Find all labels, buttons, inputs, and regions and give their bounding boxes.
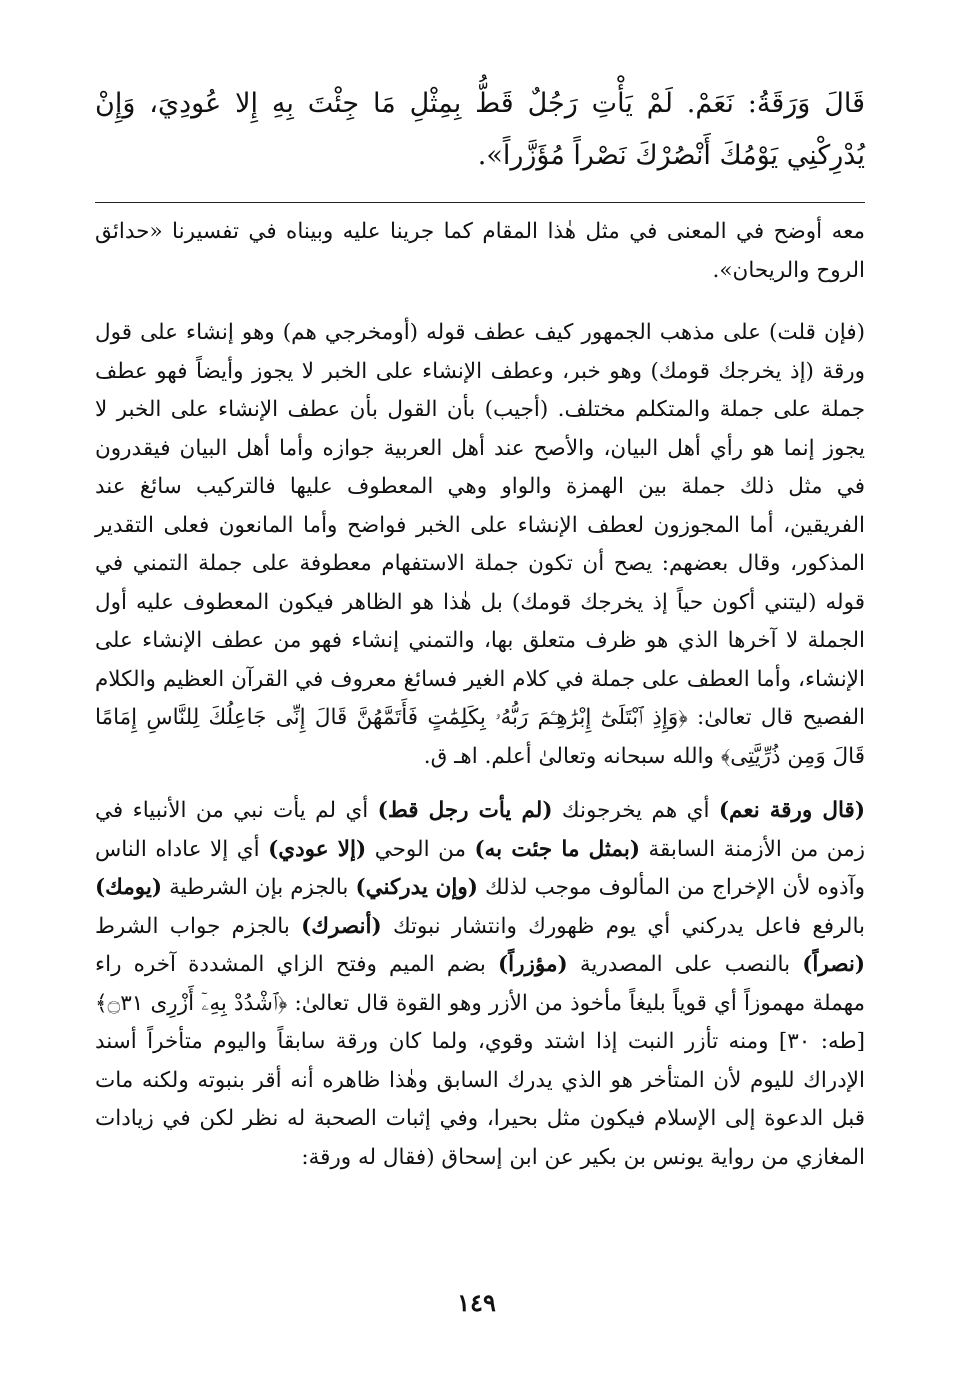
commentary-paragraph-1: معه أوضح في المعنى في مثل هٰذا المقام كما جرينا عليه وبيناه في تفسيرنا «حدائق الروح والريحان». [95,219,865,283]
page-number: ١٤٩ [457,1288,496,1317]
commentary-text: بالنصب على المصدرية [567,952,803,977]
commentary-paragraph-2: (فإن قلت) على مذهب الجمهور كيف عطف قوله (أومخرجي هم) وهو إنشاء على قول ورقة (إذ يخرجك قومك) وهو خبر، وعطف الإنشاء على الخبر لا يجوز وأيضاً فهو عطف جملة على جملة والمتكلم مختلف. (أجيب) بأن القول بأن عطف الإنشاء على الخبر لا يجوز إنما هو رأي أهل البيان، والأصح عند أهل العربية جوازه وأما أهل البيان فيقدرون في مثل ذلك جملة بين الهمزة والواو وهي المعطوف عليها فالتركيب سائغ عند الفريقين، أما المجوزون لعطف الإنشاء على الخبر فواضح وأما المانعون فعلى التقدير المذكور، وقال بعضهم: يصح أن تكون جملة الاستفهام معطوفة على جملة التمني في قوله (ليتني أكون حياً إذ يخرجك قومك) بل هٰذا هو الظاهر فيكون المعطوف عليه أول الجملة لا آخرها الذي هو ظرف متعلق بها، والتمني إنشاء فهو من عطف الإنشاء على الإنشاء، وأما العطف على جملة في كلام الغير فسائغ معروف في القرآن العظيم والكلام الفصيح قال تعالىٰ: ﴿وَإِذِ ٱبْتَلَىٰٓ إِبْرَٰهِـۧمَ رَبُّهُۥ بِكَلِمَٰتٍ فَأَتَمَّهُنَّ قَالَ إِنِّى جَاعِلُكَ لِلنَّاسِ إِمَامًا قَالَ وَمِن ذُرِّيَّتِى﴾ والله سبحانه وتعالىٰ أعلم. اهـ ق. [95,320,865,769]
commentary-text: بالجزم بإن الشرطية [162,875,356,900]
commentary-text: أي لم يأت نبي من الأنبياء في زمن من الأزمنة السابقة [95,798,866,862]
commentary-text: بالجزم جواب الشرط [95,913,302,939]
commentary-text: أي إلا عاداه الناس وآذوه لأن الإخراج من المألوف موجب لذلك [95,836,865,900]
commentary-text: من الوحي [366,836,475,862]
footnote-separator-rule [95,202,865,203]
commentary-paragraph-3 [95,792,865,1177]
quoted-phrase-bold: (أنصرك) [301,913,382,939]
quoted-phrase-bold: (نصراً) [802,952,866,977]
paragraph-spacer [95,776,865,792]
quoted-phrase-bold: (مؤزراً) [497,952,568,977]
commentary-text: أي هم يخرجونك [552,798,719,823]
quoted-phrase-bold: (يومك) [95,875,163,900]
book-page [95,70,865,1360]
quoted-phrase-bold: (لم يأت رجل قط) [377,798,553,823]
quoted-phrase-bold: (قال ورقة نعم) [718,798,866,823]
commentary-text: بضم الميم وفتح الزاي المشددة آخره راء مهملة مهموزاً أي قوياً بليغاً مأخوذ من الأزر وهو القوة قال تعالىٰ: ﴿ٱشْدُدْ بِهِۦٓ أَزْرِى ۝٣١﴾ [طه: ٣٠] ومنه تأزر النبت إذا اشتد وقوي، ولما كان ورقة سابقاً واليوم متأخراً أسند الإدراك لليوم لأن المتأخر هو الذي يدرك السابق وهٰذا ظاهره أنه أقر بنبوته ولكنه مات قبل الدعوة إلى الإسلام فيكون مثل بحيرا، وفي إثبات الصحبة له نظر لكن في زيادات المغازي من رواية يونس بن بكير عن ابن إسحاق (فقال له ورقة: [95,952,865,1170]
quoted-phrase-bold: (وإن يدركني) [355,875,478,900]
quoted-phrase-bold: (بمثل ما جئت به) [474,836,640,862]
commentary-text: بالرفع فاعل يدركني أي يوم ظهورك وانتشار نبوتك [381,913,866,939]
paragraph-spacer [95,290,865,314]
quoted-phrase-bold: (إلا عودي) [268,836,367,862]
hadith-text: قَالَ وَرَقَةُ: نَعَمْ. لَمْ يَأْتِ رَجُلٌ قَطُّ بِمِثْلِ مَا جِئْتَ بِهِ إِلا عُودِيَ، وَإِنْ يُدْرِكْنِي يَوْمُكَ أَنْصُرْكَ نَصْراً مُؤَزَّراً». [95,88,865,171]
